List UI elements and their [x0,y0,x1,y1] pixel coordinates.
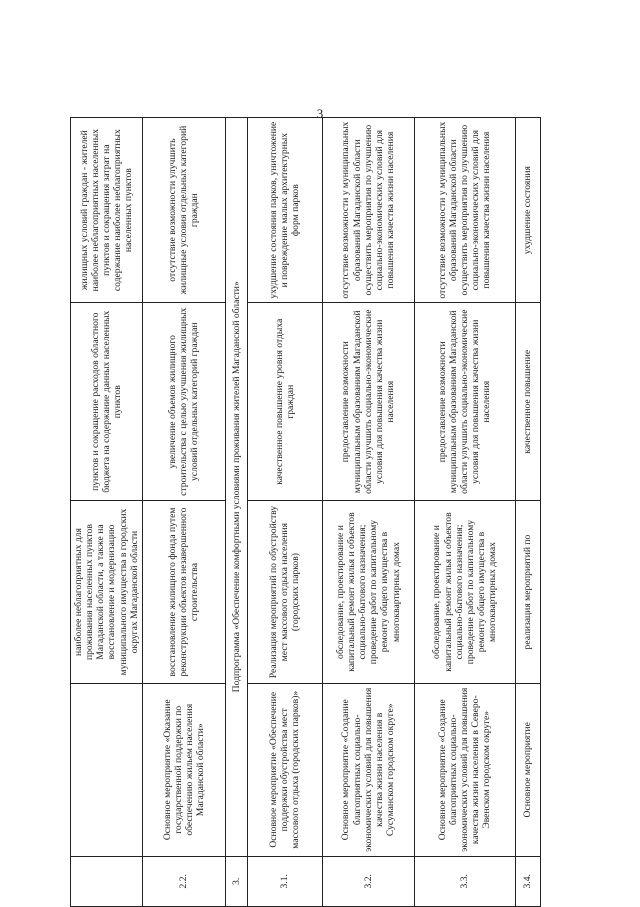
expected-result-cell: качественное повышение [515,303,540,501]
table-row [414,118,515,907]
row-number-cell: 2.2. [142,856,225,906]
activity-content-cell: Реализация мероприятий по обустройству мест массового отдыха населения (городских парков) [247,501,322,684]
row-number-cell: 3.2. [322,856,414,906]
activity-content-cell: обследование, проектирование и капитальный ремонт жилья и объектов социально-бытового назначения; проведение работ по капитальному ремонту общего имущества в многоквартирных домах [322,501,414,684]
table-row [322,118,414,907]
activity-name-cell: Основное мероприятие «Оказание государственной поддержки по обеспечению жильем населения Магаданской области» [142,683,225,856]
row-number-cell: 3.3. [414,856,515,906]
table-row [515,118,540,907]
non-implementation-consequence-cell: жилищных условий граждан - жителей наиболее неблагоприятных населенных пунктов и сокращения затрат на содержание наиболее неблагоприятных населенных пунктов [71,118,143,303]
activity-name-cell [71,683,143,856]
activity-name-cell: Основное мероприятие «Создание благоприятных социально-экономических условий для повышения качества жизни населения в Северо-Эвенском городском округе» [414,683,515,856]
activity-content-cell: обследование, проектирование и капитальный ремонт жилья и объектов социально-бытового назначения; проведение работ по капитальному ремонту общего имущества в многоквартирных домах [414,501,515,684]
subprogram-number-cell: 3. [225,856,247,906]
expected-result-cell: предоставление возможности муниципальным образованиям Магаданской области улучшить социально-экономические условия для повышения качества жизни населения [322,303,414,501]
expected-result-cell: пунктов и сокращение расходов областного бюджета на содержание данных населенных пунктов [71,303,143,501]
expected-result-cell: качественное повышение уровня отдыха граждан [247,303,322,501]
activity-content-cell: реализация мероприятий по [515,501,540,684]
row-number-cell: 3.4. [515,856,540,906]
row-number-cell: 3.1. [247,856,322,906]
activity-name-cell: Основное мероприятие «Создание благоприятных социально-экономических условий для повышения качества жизни населения в Сусуманском городском округе» [322,683,414,856]
activity-name-cell: Основное мероприятие «Обеспечение поддержки обустройства мест массового отдыха (городских парков)» [247,683,322,856]
non-implementation-consequence-cell: отсутствие возможности улучшить жилищные условия отдельных категорий граждан [142,118,225,303]
non-implementation-consequence-cell: отсутствие возможности у муниципальных образований Магаданской области осуществить мероприятия по улучшению социально-экономических условий для повышения качества жизни населения [322,118,414,303]
expected-result-cell: увеличение объемов жилищного строительства с целью улучшения жилищных условий отдельных категорий граждан [142,303,225,501]
expected-result-cell: предоставление возможности муниципальным образованиям Магаданской области улучшить социально-экономические условия для повышения качества жизни населения [414,303,515,501]
table-row [247,118,322,907]
activity-content-cell: наиболее неблагоприятных для проживания населенных пунктов Магаданской области, а также на восстановление и модернизацию муниципального имущества в городских округах Магаданской области [71,501,143,684]
subprogram-title-cell: Подпрограмма «Обеспечение комфортными условиями проживания жителей Магаданской области» [225,118,247,857]
table-row [142,118,225,907]
subprogram-header-row [225,118,247,907]
non-implementation-consequence-cell: ухудшение состояния [515,118,540,303]
non-implementation-consequence-cell: отсутствие возможности у муниципальных образований Магаданской области осуществить мероприятия по улучшению социально-экономических условий для повышения качества жизни населения [414,118,515,303]
page-number: 3 [316,106,324,121]
program-activities-table [70,117,541,907]
activity-content-cell: восстановление жилищного фонда путем реконструкции объектов незавершенного строительства [142,501,225,684]
non-implementation-consequence-cell: ухудшение состояния парков, уничтожение и повреждение малых архитектурных форм парков [247,118,322,303]
activity-name-cell: Основное мероприятие [515,683,540,856]
rotated-table-container [70,117,570,907]
row-number-cell [71,856,143,906]
table-row [71,118,143,907]
